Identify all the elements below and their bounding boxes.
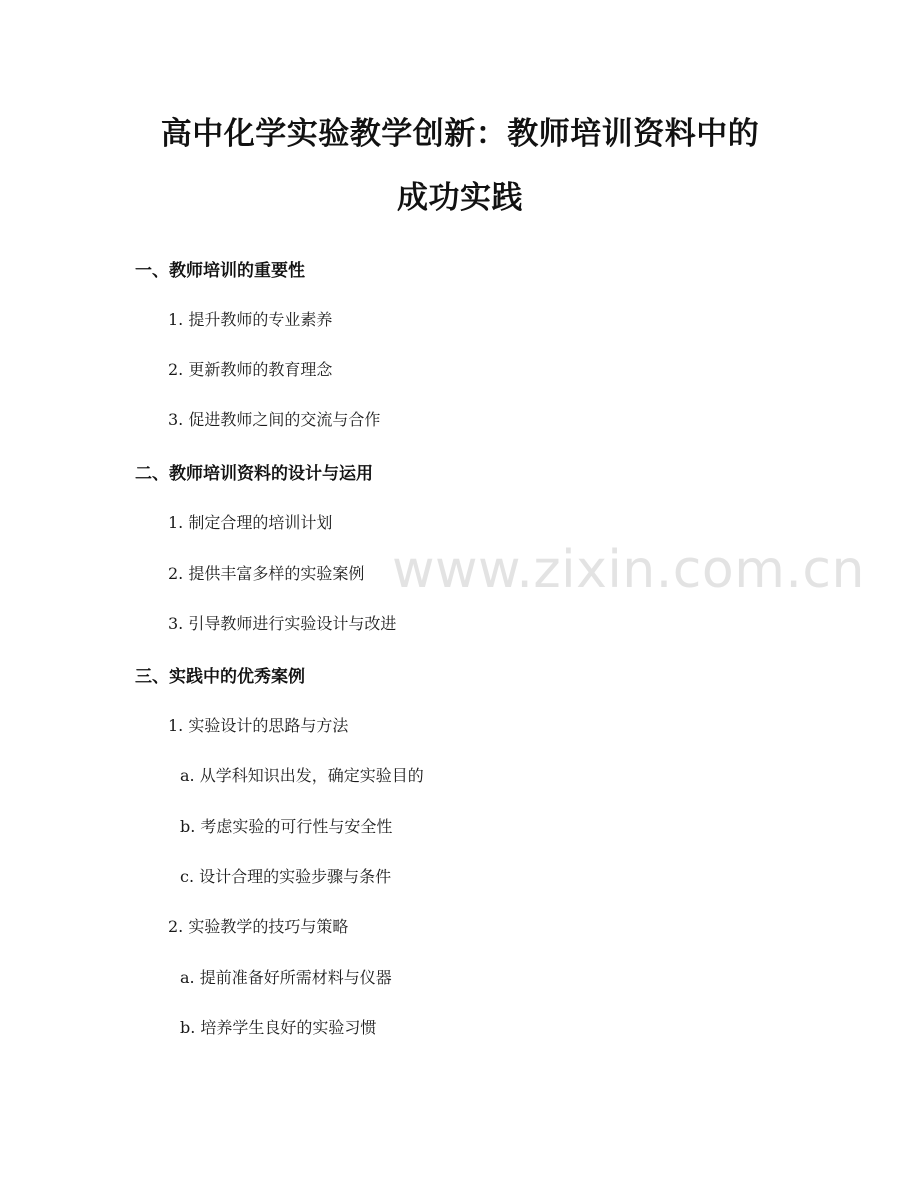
sub-list-item: b. 培养学生良好的实验习惯 [180,1018,377,1037]
section-heading-1: 一、教师培训的重要性 [135,261,305,281]
list-item: 2. 更新教师的教育理念 [168,360,333,379]
list-item: 3. 促进教师之间的交流与合作 [168,410,381,429]
list-item: 1. 制定合理的培训计划 [168,513,333,532]
section-heading-3: 三、实践中的优秀案例 [135,667,305,687]
sub-list-item: b. 考虑实验的可行性与安全性 [180,817,393,836]
section-heading-2: 二、教师培训资料的设计与运用 [135,464,373,484]
sub-list-item: c. 设计合理的实验步骤与条件 [180,867,392,886]
watermark-text: www.zixin.com.cn [392,540,865,600]
document-title-line-2: 成功实践 [397,180,523,216]
list-item: 3. 引导教师进行实验设计与改进 [168,614,397,633]
document-title-line-1: 高中化学实验教学创新：教师培训资料中的 [160,116,760,152]
list-item: 1. 实验设计的思路与方法 [168,716,349,735]
sub-list-item: a. 提前准备好所需材料与仪器 [180,968,392,987]
list-item: 2. 提供丰富多样的实验案例 [168,564,365,583]
sub-list-item: a. 从学科知识出发，确定实验目的 [180,766,424,785]
list-item: 1. 提升教师的专业素养 [168,310,333,329]
list-item: 2. 实验教学的技巧与策略 [168,917,349,936]
